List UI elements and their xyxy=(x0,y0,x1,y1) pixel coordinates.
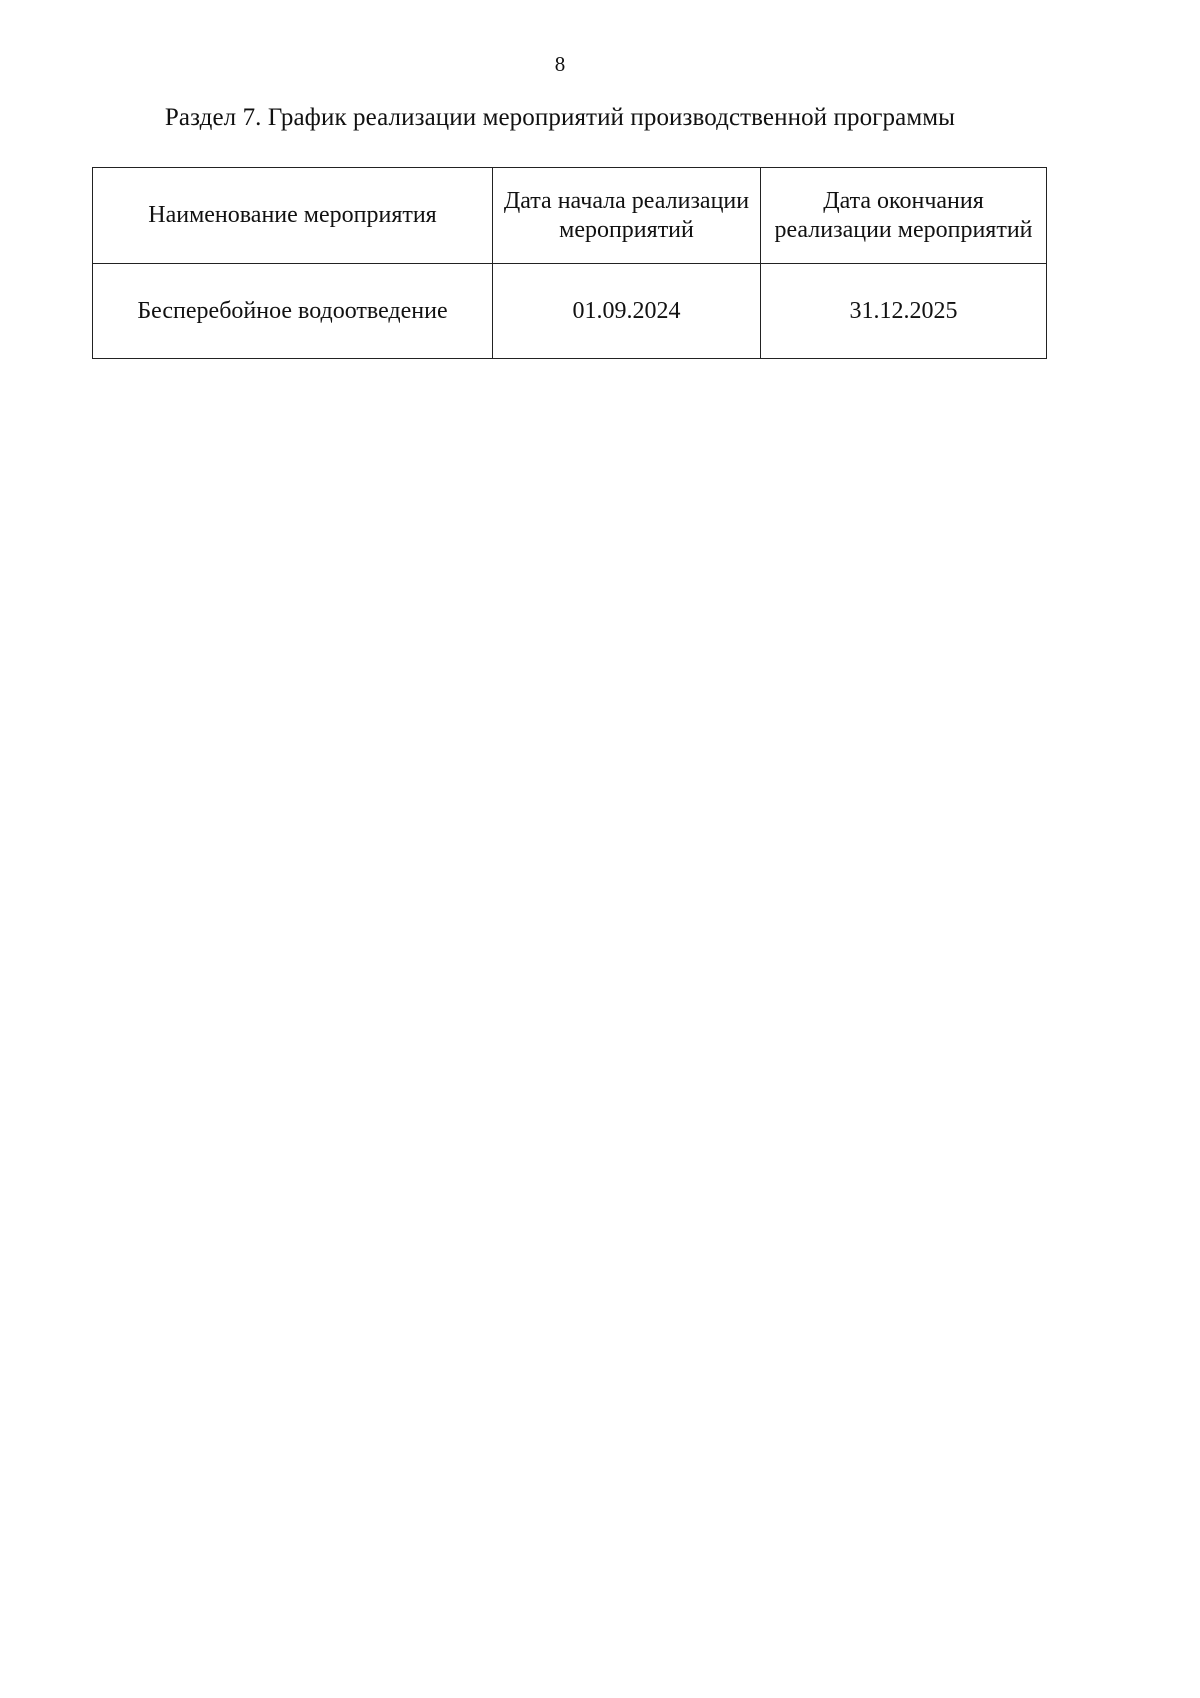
cell-start-date: 01.09.2024 xyxy=(493,264,761,359)
header-end-date: Дата окончания реализации мероприятий xyxy=(761,168,1047,264)
header-start-date: Дата начала реализации мероприятий xyxy=(493,168,761,264)
schedule-table xyxy=(92,167,1047,359)
cell-event-name: Бесперебойное водоотведение xyxy=(93,264,493,359)
cell-end-date: 31.12.2025 xyxy=(761,264,1047,359)
table-row xyxy=(93,264,1047,359)
page-number: 8 xyxy=(554,52,566,76)
table-header-row xyxy=(93,168,1047,264)
section-title: Раздел 7. График реализации мероприятий производственной программы xyxy=(164,104,956,131)
header-event-name: Наименование мероприятия xyxy=(93,168,493,264)
